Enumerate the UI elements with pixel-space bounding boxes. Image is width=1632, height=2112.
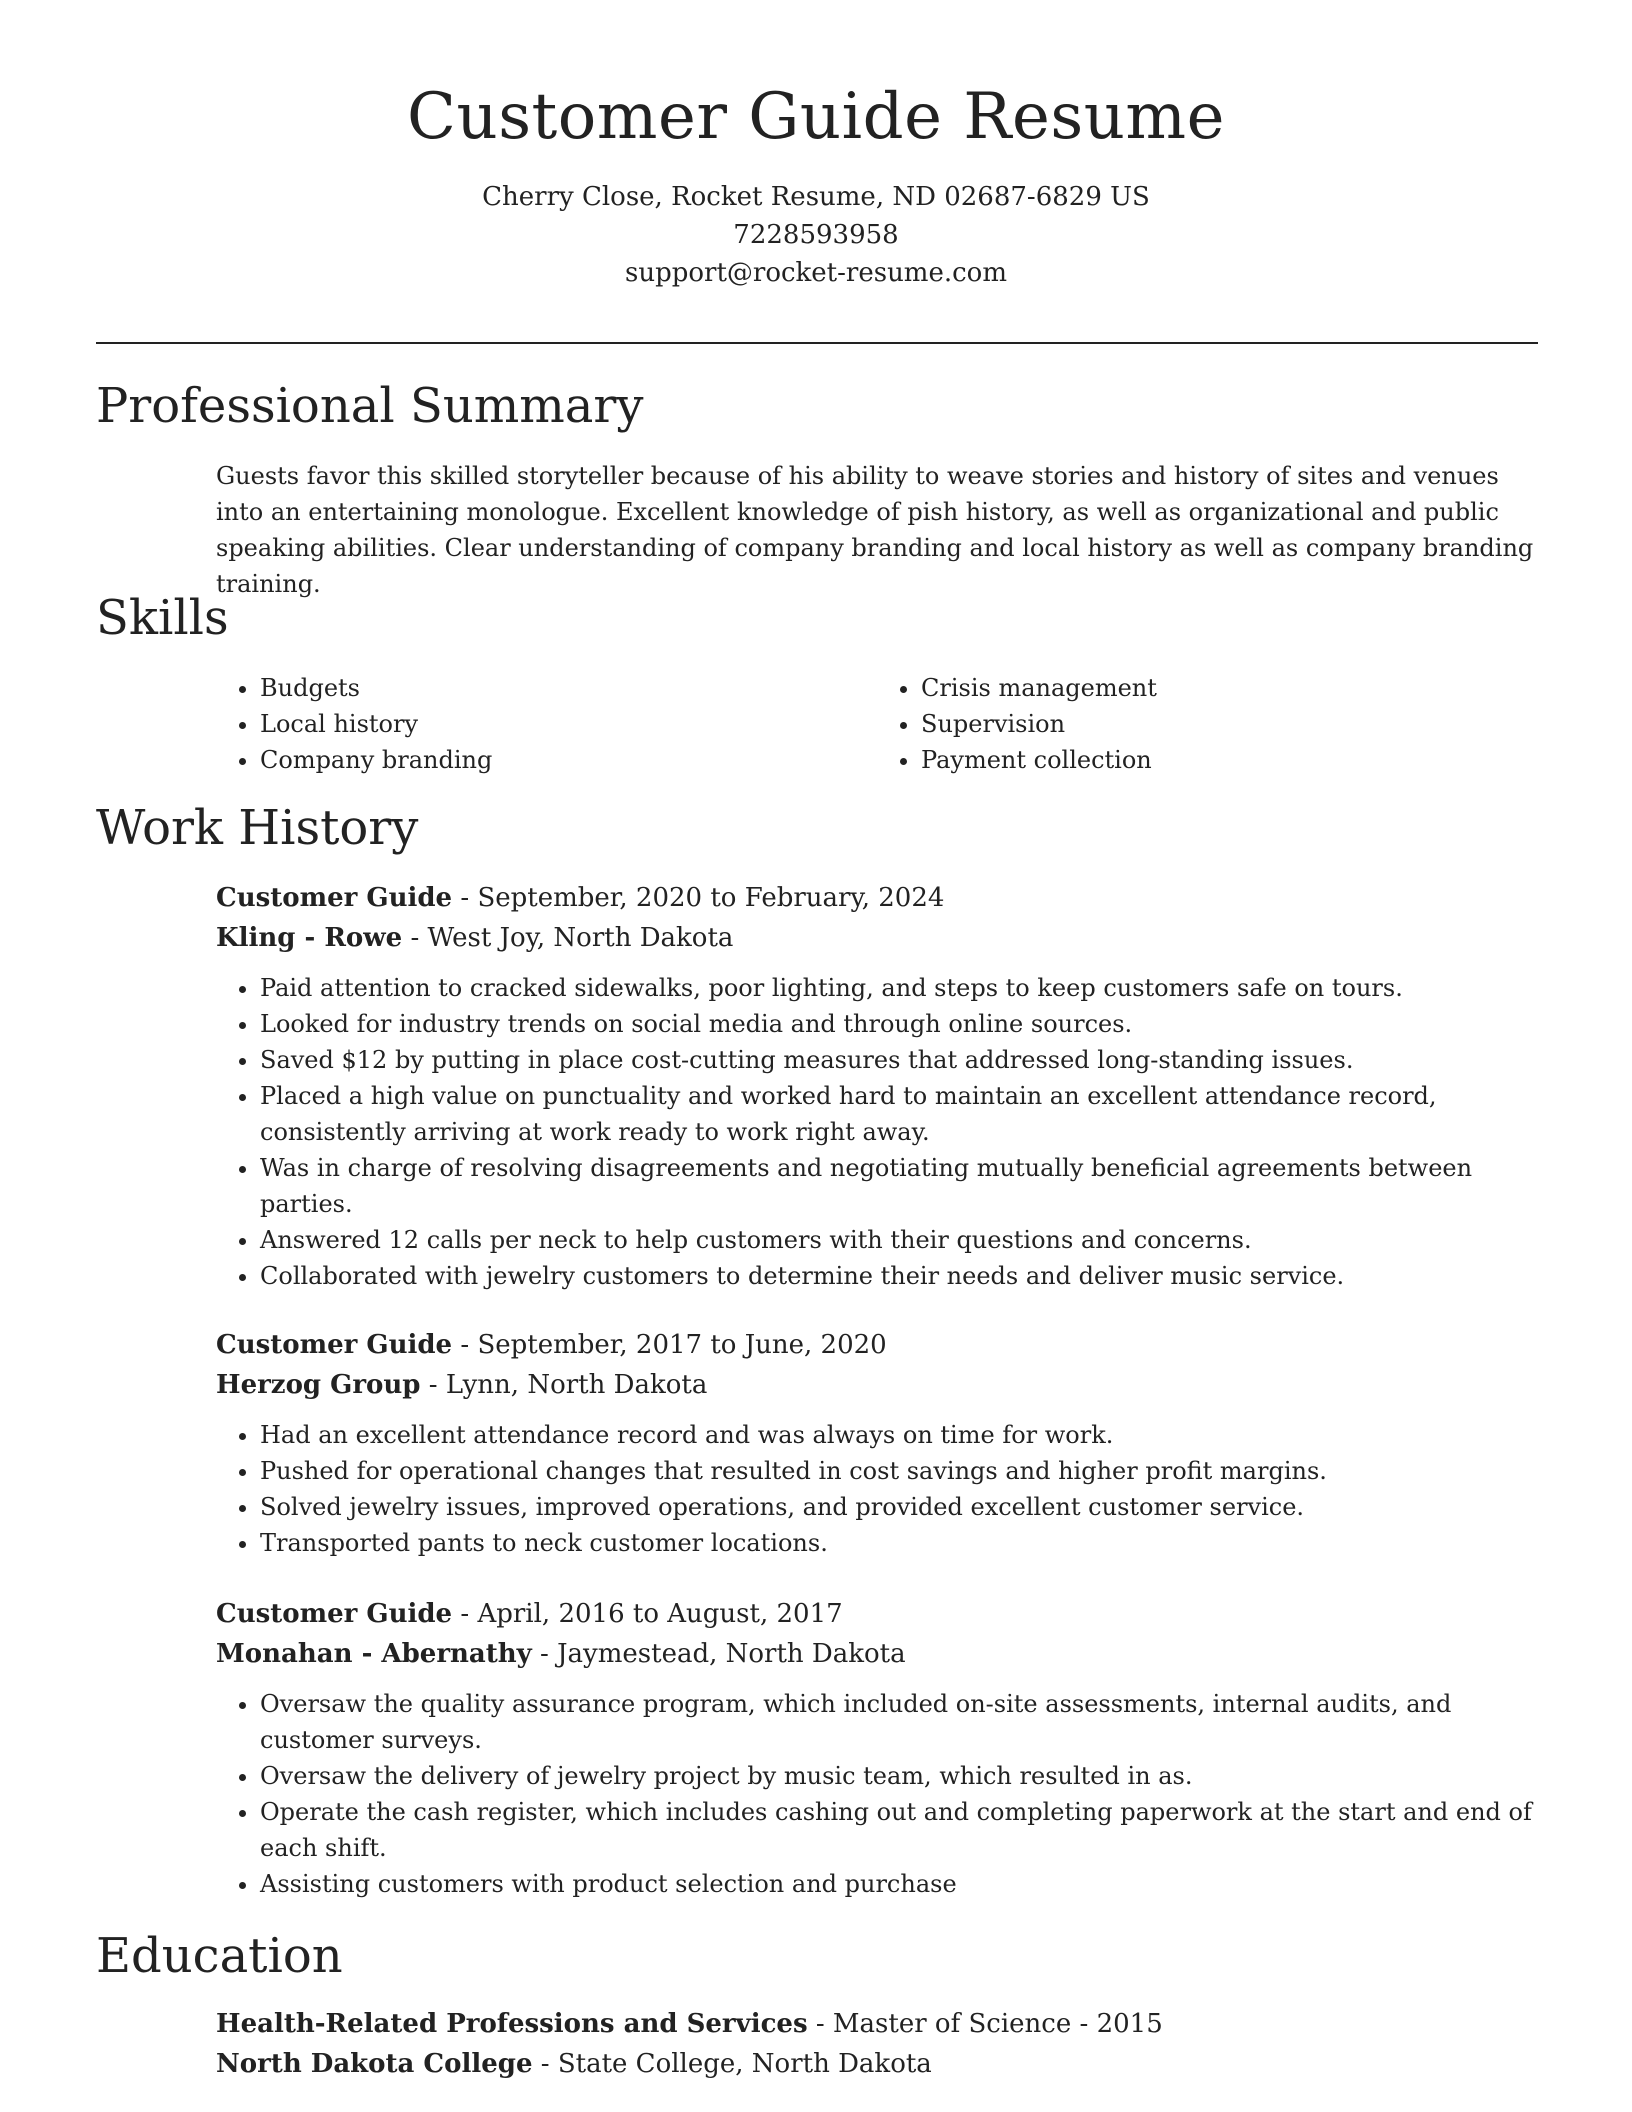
job-bullet: • Oversaw the delivery of jewelry project by music team, which resulted in as.	[260, 1758, 1538, 1794]
education-location: State College, North Dakota	[557, 2049, 932, 2079]
work-history-heading: Work History	[96, 800, 419, 856]
separator: -	[402, 923, 428, 953]
education-school-line	[216, 2044, 1538, 2084]
job-company-line	[216, 1365, 1538, 1405]
education-year: 2015	[1096, 2009, 1163, 2039]
skill-item: • Payment collection	[921, 742, 1538, 778]
job-title-line	[216, 1325, 1538, 1365]
job-location: Jaymestead, North Dakota	[557, 1639, 906, 1669]
education-heading: Education	[96, 1928, 343, 1984]
job-title: Customer Guide	[216, 883, 453, 913]
skills-column-right	[877, 670, 1538, 778]
education-program: Health-Related Professions and Services	[216, 2009, 808, 2039]
job-end: June, 2020	[744, 1330, 887, 1360]
job-bullets	[216, 1417, 1538, 1561]
separator: -	[420, 1370, 446, 1400]
job-bullet: • Oversaw the quality assurance program, which included on-site assessments, internal audits, and customer surveys.	[260, 1686, 1538, 1758]
skills-list	[216, 670, 1538, 778]
separator: -	[532, 2049, 558, 2079]
skill-item: • Supervision	[921, 706, 1538, 742]
resume-title: Customer Guide Resume	[407, 80, 1225, 154]
job-company-line	[216, 1634, 1538, 1674]
header-divider	[96, 342, 1538, 344]
job-bullet: • Assisting customers with product selection and purchase	[260, 1866, 1538, 1902]
job-company-line	[216, 918, 1538, 958]
education-school: North Dakota College	[216, 2049, 533, 2079]
resume-header	[0, 0, 1632, 292]
education-degree-line	[216, 2004, 1538, 2044]
separator: -	[452, 1599, 478, 1629]
job-title-line	[216, 878, 1538, 918]
date-to: to	[702, 1330, 745, 1360]
job-bullet: • Collaborated with jewelry customers to determine their needs and deliver music service.	[260, 1258, 1538, 1294]
summary-heading: Professional Summary	[96, 378, 644, 434]
job-bullet: • Had an excellent attendance record and was always on time for work.	[260, 1417, 1538, 1453]
job-title: Customer Guide	[216, 1330, 453, 1360]
job-start: April, 2016	[477, 1599, 625, 1629]
job-bullet: • Paid attention to cracked sidewalks, poor lighting, and steps to keep customers safe on tours.	[260, 970, 1538, 1006]
skills-column-left	[216, 670, 877, 778]
job-location: Lynn, North Dakota	[445, 1370, 708, 1400]
job-end: February, 2024	[744, 883, 945, 913]
job-bullet: • Transported pants to neck customer locations.	[260, 1525, 1538, 1561]
job-bullet: • Saved $12 by putting in place cost-cutting measures that addressed long-standing issues.	[260, 1042, 1538, 1078]
job-bullet: • Was in charge of resolving disagreements and negotiating mutually beneficial agreements between parties.	[260, 1150, 1538, 1222]
job-entry	[216, 878, 1538, 1294]
job-title: Customer Guide	[216, 1599, 453, 1629]
skill-item: • Budgets	[260, 670, 877, 706]
contact-block	[0, 178, 1632, 292]
separator: -	[1071, 2009, 1097, 2039]
contact-email: support@rocket-resume.com	[624, 258, 1007, 289]
job-entry	[216, 1325, 1538, 1561]
separator: -	[531, 1639, 558, 1669]
job-title-line	[216, 1594, 1538, 1634]
job-bullet: • Answered 12 calls per neck to help customers with their questions and concerns.	[260, 1222, 1538, 1258]
education-degree: Master of Science	[832, 2009, 1072, 2039]
job-bullets	[216, 1686, 1538, 1902]
separator: -	[452, 1330, 478, 1360]
date-to: to	[702, 883, 745, 913]
contact-phone: 7228593958	[733, 220, 899, 251]
job-bullet: • Looked for industry trends on social media and through online sources.	[260, 1006, 1538, 1042]
skills-heading: Skills	[96, 590, 229, 646]
job-company: Herzog Group	[216, 1370, 421, 1400]
summary-text: Guests favor this skilled storyteller because of his ability to weave stories and history of sites and venues into an entertaining monologue. Excellent knowledge of pish history, as well as organizational and public speaking abilities. Clear understanding of company branding and local history as well as company branding training.	[216, 462, 1534, 598]
job-bullet: • Operate the cash register, which includes cashing out and completing paperwork at the start and end of each shift.	[260, 1794, 1538, 1866]
job-start: September, 2017	[477, 1330, 703, 1360]
job-location: West Joy, North Dakota	[427, 923, 734, 953]
separator: -	[452, 883, 478, 913]
job-bullets	[216, 970, 1538, 1294]
job-bullet: • Solved jewelry issues, improved operations, and provided excellent customer service.	[260, 1489, 1538, 1525]
skill-item: • Crisis management	[921, 670, 1538, 706]
education-entry	[216, 2004, 1538, 2084]
job-end: August, 2017	[667, 1599, 843, 1629]
skill-item: • Company branding	[260, 742, 877, 778]
job-company: Monahan - Abernathy	[216, 1639, 532, 1669]
skill-item: • Local history	[260, 706, 877, 742]
separator: -	[807, 2009, 833, 2039]
date-to: to	[624, 1599, 668, 1629]
job-bullet: • Placed a high value on punctuality and worked hard to maintain an excellent attendance record, consistently arriving at work ready to work right away.	[260, 1078, 1538, 1150]
job-company: Kling - Rowe	[216, 923, 403, 953]
contact-address: Cherry Close, Rocket Resume, ND 02687-6829 US	[482, 182, 1150, 213]
job-bullet: • Pushed for operational changes that resulted in cost savings and higher profit margins.	[260, 1453, 1538, 1489]
job-entry	[216, 1594, 1538, 1902]
job-start: September, 2020	[477, 883, 703, 913]
